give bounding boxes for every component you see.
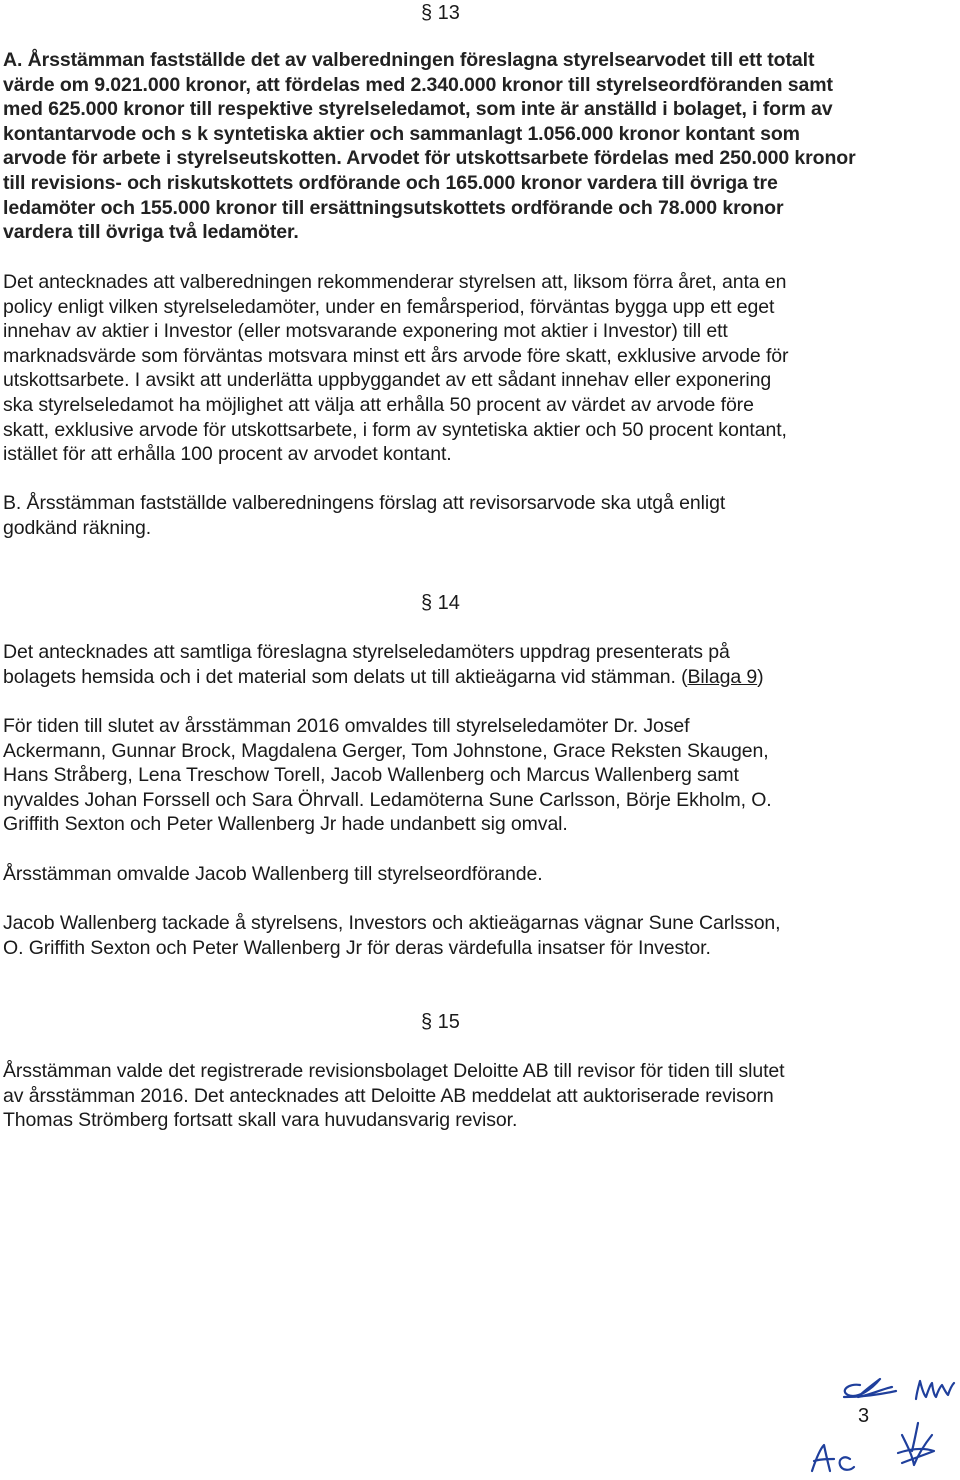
section-15-paragraph-1-line: av årsstämman 2016. Det antecknades att Deloitte AB meddelat att auktoriserade revisorn xyxy=(3,1084,774,1107)
section-15-paragraph-1-line: Thomas Strömberg fortsatt skall vara huvudansvarig revisor. xyxy=(3,1109,518,1132)
section-14-paragraph-2 xyxy=(3,714,903,837)
section-13-paragraph-noted-line: skatt, exklusive arvode för utskottsarbete, i form av syntetiska aktier och 50 procent kontant, xyxy=(3,418,787,441)
section-13-paragraph-noted-line: innehav av aktier i Investor (eller motsvarande exponering mot aktier i Investor) till ett xyxy=(3,320,728,343)
section-14-heading: § 14 xyxy=(421,592,460,614)
section-13-paragraph-a-line: vardera till övriga två ledamöter. xyxy=(3,221,299,244)
section-13-paragraph-a-line: ledamöter och 155.000 kronor till ersättningsutskottets ordförande och 78.000 kronor xyxy=(3,196,784,219)
section-13-paragraph-a-line: med 625.000 kronor till respektive styrelseledamot, som inte är anställd i bolaget, i form av xyxy=(3,98,833,121)
section-13-paragraph-noted-line: marknadsvärde som förväntas motsvara minst ett års arvode före skatt, exklusive arvode för xyxy=(3,344,789,367)
section-13-heading: § 13 xyxy=(421,2,460,24)
section-15-heading: § 15 xyxy=(421,1011,460,1033)
section-13-paragraph-b xyxy=(3,491,903,540)
section-14-paragraph-1-line: Det antecknades att samtliga föreslagna styrelseledamöters uppdrag presenterats på xyxy=(3,641,730,663)
section-13-paragraph-noted-line: istället för att erhålla 100 procent av arvodet kontant. xyxy=(3,443,452,466)
handwritten-initials xyxy=(800,1355,960,1480)
section-13-paragraph-noted-line: Det antecknades att valberedningen rekommenderar styrelsen att, liksom förra året, anta en xyxy=(3,271,787,293)
section-13-paragraph-a xyxy=(3,48,903,245)
section-13-paragraph-b-line: godkänd räkning. xyxy=(3,516,152,539)
section-14-paragraph-2-line: nyvaldes Johan Forssell och Sara Öhrvall. Ledamöterna Sune Carlsson, Börje Ekholm, O. xyxy=(3,788,772,811)
section-13-paragraph-a-line: till revisions- och riskutskottets ordförande och 165.000 kronor vardera till övriga tre xyxy=(3,171,778,194)
section-14-paragraph-1-text: bolagets hemsida och i det material som delats ut till aktieägarna vid stämman. ( xyxy=(3,665,688,688)
section-14-paragraph-1 xyxy=(3,640,903,689)
section-14-paragraph-4 xyxy=(3,911,903,960)
section-14-paragraph-2-line: Ackermann, Gunnar Brock, Magdalena Gerger, Tom Johnstone, Grace Reksten Skaugen, xyxy=(3,739,769,762)
section-14-paragraph-2-line: Hans Stråberg, Lena Treschow Torell, Jacob Wallenberg och Marcus Wallenberg samt xyxy=(3,764,739,787)
section-13-paragraph-noted xyxy=(3,270,903,467)
section-14-paragraph-2-line: Griffith Sexton och Peter Wallenberg Jr hade undanbett sig omval. xyxy=(3,813,568,836)
section-14-paragraph-1-close: ) xyxy=(757,665,764,688)
section-13-paragraph-a-line: A. Årsstämman fastställde det av valberedningen föreslagna styrelsearvodet till ett totalt xyxy=(3,49,815,71)
section-13-paragraph-a-line: kontantarvode och s k syntetiska aktier och sammanlagt 1.056.000 kronor kontant som xyxy=(3,122,800,145)
appendix-link-bilaga-9[interactable]: Bilaga 9 xyxy=(687,665,758,688)
section-13-paragraph-noted-line: utskottsarbete. I avsikt att underlätta uppbyggandet av ett sådant innehav eller exponering xyxy=(3,369,772,392)
section-15-paragraph-1-line: Årsstämman valde det registrerade revisionsbolaget Deloitte AB till revisor för tiden till slutet xyxy=(3,1060,785,1082)
section-14-paragraph-3-line: Årsstämman omvalde Jacob Wallenberg till styrelseordförande. xyxy=(3,863,543,885)
page-number: 3 xyxy=(858,1405,870,1427)
section-14-paragraph-1-line xyxy=(3,665,903,690)
section-14-paragraph-2-line: För tiden till slutet av årsstämman 2016 omvaldes till styrelseledamöter Dr. Josef xyxy=(3,715,690,737)
section-13-paragraph-b-line: B. Årsstämman fastställde valberedningens förslag att revisorsarvode ska utgå enligt xyxy=(3,492,726,514)
section-13-paragraph-noted-line: policy enligt vilken styrelseledamöter, under en femårsperiod, förväntas bygga upp ett eget xyxy=(3,295,775,318)
section-14-paragraph-3 xyxy=(3,862,903,887)
section-14-paragraph-4-line: O. Griffith Sexton och Peter Wallenberg Jr för deras värdefulla insatser för Investor. xyxy=(3,936,711,959)
section-13-paragraph-a-line: värde om 9.021.000 kronor, att fördelas med 2.340.000 kronor till styrelseordföranden samt xyxy=(3,73,833,96)
section-15-paragraph-1 xyxy=(3,1059,903,1133)
section-13-paragraph-noted-line: ska styrelseledamot ha möjlighet att välja att erhålla 50 procent av värdet av arvode före xyxy=(3,393,754,416)
section-14-paragraph-4-line: Jacob Wallenberg tackade å styrelsens, Investors och aktieägarnas vägnar Sune Carlsson, xyxy=(3,912,781,934)
section-13-paragraph-a-line: arvode för arbete i styrelseutskotten. Arvodet för utskottsarbete fördelas med 250.000 kronor xyxy=(3,147,856,170)
